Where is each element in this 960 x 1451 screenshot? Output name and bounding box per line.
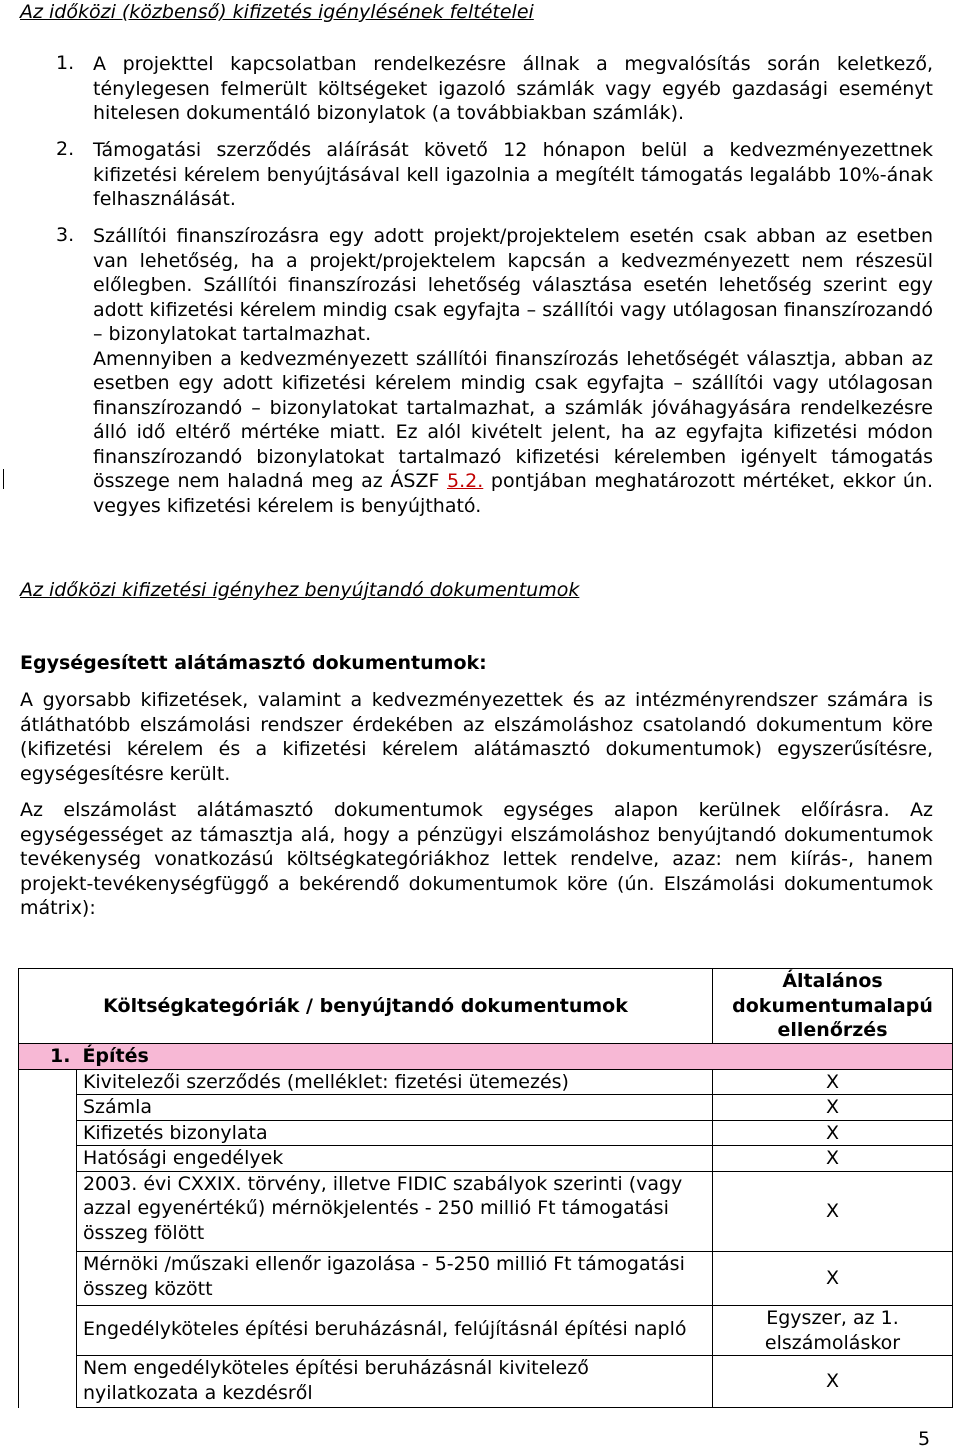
table-row [19, 1146, 953, 1172]
paragraph: Az elszámolást alátámasztó dokumentumok egységes alapon kerülnek előírásra. Az egységességet az támasztja alá, hogy a pénzügyi elszámoláshoz benyújtandó dokumentumok tevékenység vonatkozású költségkategóriákhoz lettek rendelve, azaz: nem kiírás-, hanem projekt-tevékenységfüggő a bekérendő dokumentumok köre (ún. Elszámolási dokumentumok mátrix): [20, 799, 933, 919]
row-label: Hatósági engedélyek [76, 1146, 712, 1172]
header-cost-categories: Költségkategóriák / benyújtandó dokumentumok [19, 969, 713, 1044]
row-check: X [713, 1146, 953, 1172]
section-number: 1. [19, 1044, 77, 1070]
row-label: Engedélyköteles építési beruházásnál, felújításnál építési napló [76, 1306, 712, 1356]
list-item-number: 2. [56, 138, 75, 160]
list-item-number: 3. [56, 224, 75, 246]
header-general-check: Általános dokumentumalapú ellenőrzés [713, 969, 953, 1044]
table-row [19, 1252, 953, 1306]
list-item [56, 224, 933, 518]
row-check: X [713, 1120, 953, 1146]
page-number: 5 [918, 1428, 931, 1450]
row-check: X [713, 1356, 953, 1408]
table-section-row [19, 1044, 953, 1070]
row-label: 2003. évi CXXIX. törvény, illetve FIDIC szabályok szerinti (vagy azzal egyenértékű) mérnökjelentés - 250 millió Ft támogatási összeg fölött [76, 1171, 712, 1252]
table-indent-cell [19, 1069, 77, 1408]
row-label: Mérnöki /műszaki ellenőr igazolása - 5-250 millió Ft támogatási összeg között [76, 1252, 712, 1306]
row-check: X [713, 1069, 953, 1095]
table-header-row [19, 969, 953, 1044]
table-row [19, 1069, 953, 1095]
list-item-number: 1. [56, 52, 75, 74]
subheading-unified-documents: Egységesített alátámasztó dokumentumok: [20, 652, 487, 674]
table-row [19, 1171, 953, 1252]
continuation-tail: pontjában meghatározott mértéket, ekkor ún. vegyes kifizetési kérelem is benyújtható. [93, 470, 933, 517]
paragraph: A gyorsabb kifizetések, valamint a kedvezményezettek és az intézményrendszer számára is átláthatóbb elszámolási rendszer érdekében az elszámoláshoz csatolandó dokumentum köre (kifizetési kérelem és a kifizetési kérelem alátámasztó dokumentumok) egyszerűsítésre, egységesítésre került. [20, 689, 933, 785]
table-row [19, 1120, 953, 1146]
row-label: Kifizetés bizonylata [76, 1120, 712, 1146]
list-item [56, 138, 933, 212]
table-row [19, 1306, 953, 1356]
revision-change-bar [3, 469, 4, 489]
list-item-text: A projekttel kapcsolatban rendelkezésre állnak a megvalósítás során keletkező, ténylegesen felmerült költségeket igazoló számlák vagy egyéb gazdasági eseményt hitelesen dokumentáló bizonylatok (a továbbiakban számlák). [93, 53, 933, 124]
row-label: Nem engedélyköteles építési beruházásnál kivitelező nyilatkozata a kezdésről [76, 1356, 712, 1408]
settlement-documents-matrix [18, 968, 953, 1408]
continuation-text: Amennyiben a kedvezményezett szállítói finanszírozás lehetőségét választja, abban az esetben egy adott kifizetési kérelem mindig csak egyfajta – szállítói vagy utólagosan finanszírozandó – bizonylatokat tartalmazhat, a számlák jóváhagyására rendelkezésre álló idő eltérő mértéke miatt. Ez alól kivételt jelent, ha az egyfajta kifizetési módon finanszírozandó bizonylatokat tartalmazó kifizetési kérelemben igényelt támogatás összege nem haladná meg az ÁSZF [93, 347, 933, 492]
row-check: Egyszer, az 1. elszámoláskor [713, 1306, 953, 1356]
aszf-section-link[interactable]: 5.2. [447, 470, 484, 492]
list-item [56, 52, 933, 126]
row-label: Számla [76, 1095, 712, 1121]
row-label: Kivitelezői szerződés (melléklet: fizetési ütemezés) [76, 1069, 712, 1095]
table-row [19, 1095, 953, 1121]
section-heading-documents: Az időközi kifizetési igényhez benyújtandó dokumentumok [20, 579, 580, 601]
list-item-continuation [93, 347, 933, 519]
list-item-text: Szállítói finanszírozásra egy adott projekt/projektelem esetén csak abban az esetben van lehetőség, ha a projekt/projektelem kapcsán a kedvezményezett nem részesül előlegben. Szállítói finanszírozási lehetőség választása esetén lehetőség szerint egy adott kifizetési kérelem mindig csak egyfajta – szállítói vagy utólagosan finanszírozandó – bizonylatokat tartalmazhat. [93, 225, 933, 345]
list-item-text: Támogatási szerződés aláírását követő 12 hónapon belül a kedvezményezettnek kifizetési kérelem benyújtásával kell igazolnia a megítélt támogatás legalább 10%-ának felhasználását. [93, 139, 933, 210]
table-row [19, 1356, 953, 1408]
row-check: X [713, 1095, 953, 1121]
row-check: X [713, 1171, 953, 1252]
row-check: X [713, 1252, 953, 1306]
section-heading-interim-payment-conditions: Az időközi (közbenső) kifizetés igénylésének feltételei [20, 1, 534, 23]
section-label: Építés [76, 1044, 952, 1070]
